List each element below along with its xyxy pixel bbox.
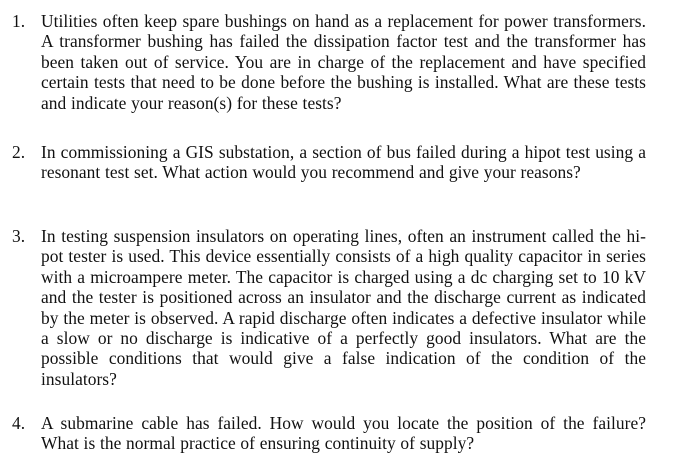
question-4-number: 4. (12, 413, 26, 433)
question-2-number: 2. (12, 142, 26, 162)
question-2-text: In commissioning a GIS substation, a section of bus failed during a hipot test using a resonant test set. What action would you recommend and give your reasons? (41, 142, 646, 183)
question-3-number: 3. (12, 226, 26, 246)
question-3-text: In testing suspension insulators on operating lines, often an instrument called the hi-pot tester is used. This device essentially consists of a high quality capacitor in series with a microampere meter. The capacitor is charged using a dc charging set to 10 kV and the tester is positioned across an insulator and the discharge current as indicated by the meter is observed. A rapid discharge often indicates a defective insulator while a slow or no discharge is indicative of a perfectly good insulators. What are the possible conditions that would give a false indication of the condition of the insulators? (41, 226, 646, 389)
question-1-number: 1. (12, 11, 26, 31)
question-4-text: A submarine cable has failed. How would you locate the position of the failure? What is the normal practice of ensuring continuity of supply? (41, 413, 646, 454)
question-1-text: Utilities often keep spare bushings on hand as a replacement for power transformers. A transformer bushing has failed the dissipation factor test and the transformer has been taken out of service. You are in charge of the replacement and have specified certain tests that need to be done before the bushing is installed. What are these tests and indicate your reason(s) for these tests? (41, 11, 646, 113)
